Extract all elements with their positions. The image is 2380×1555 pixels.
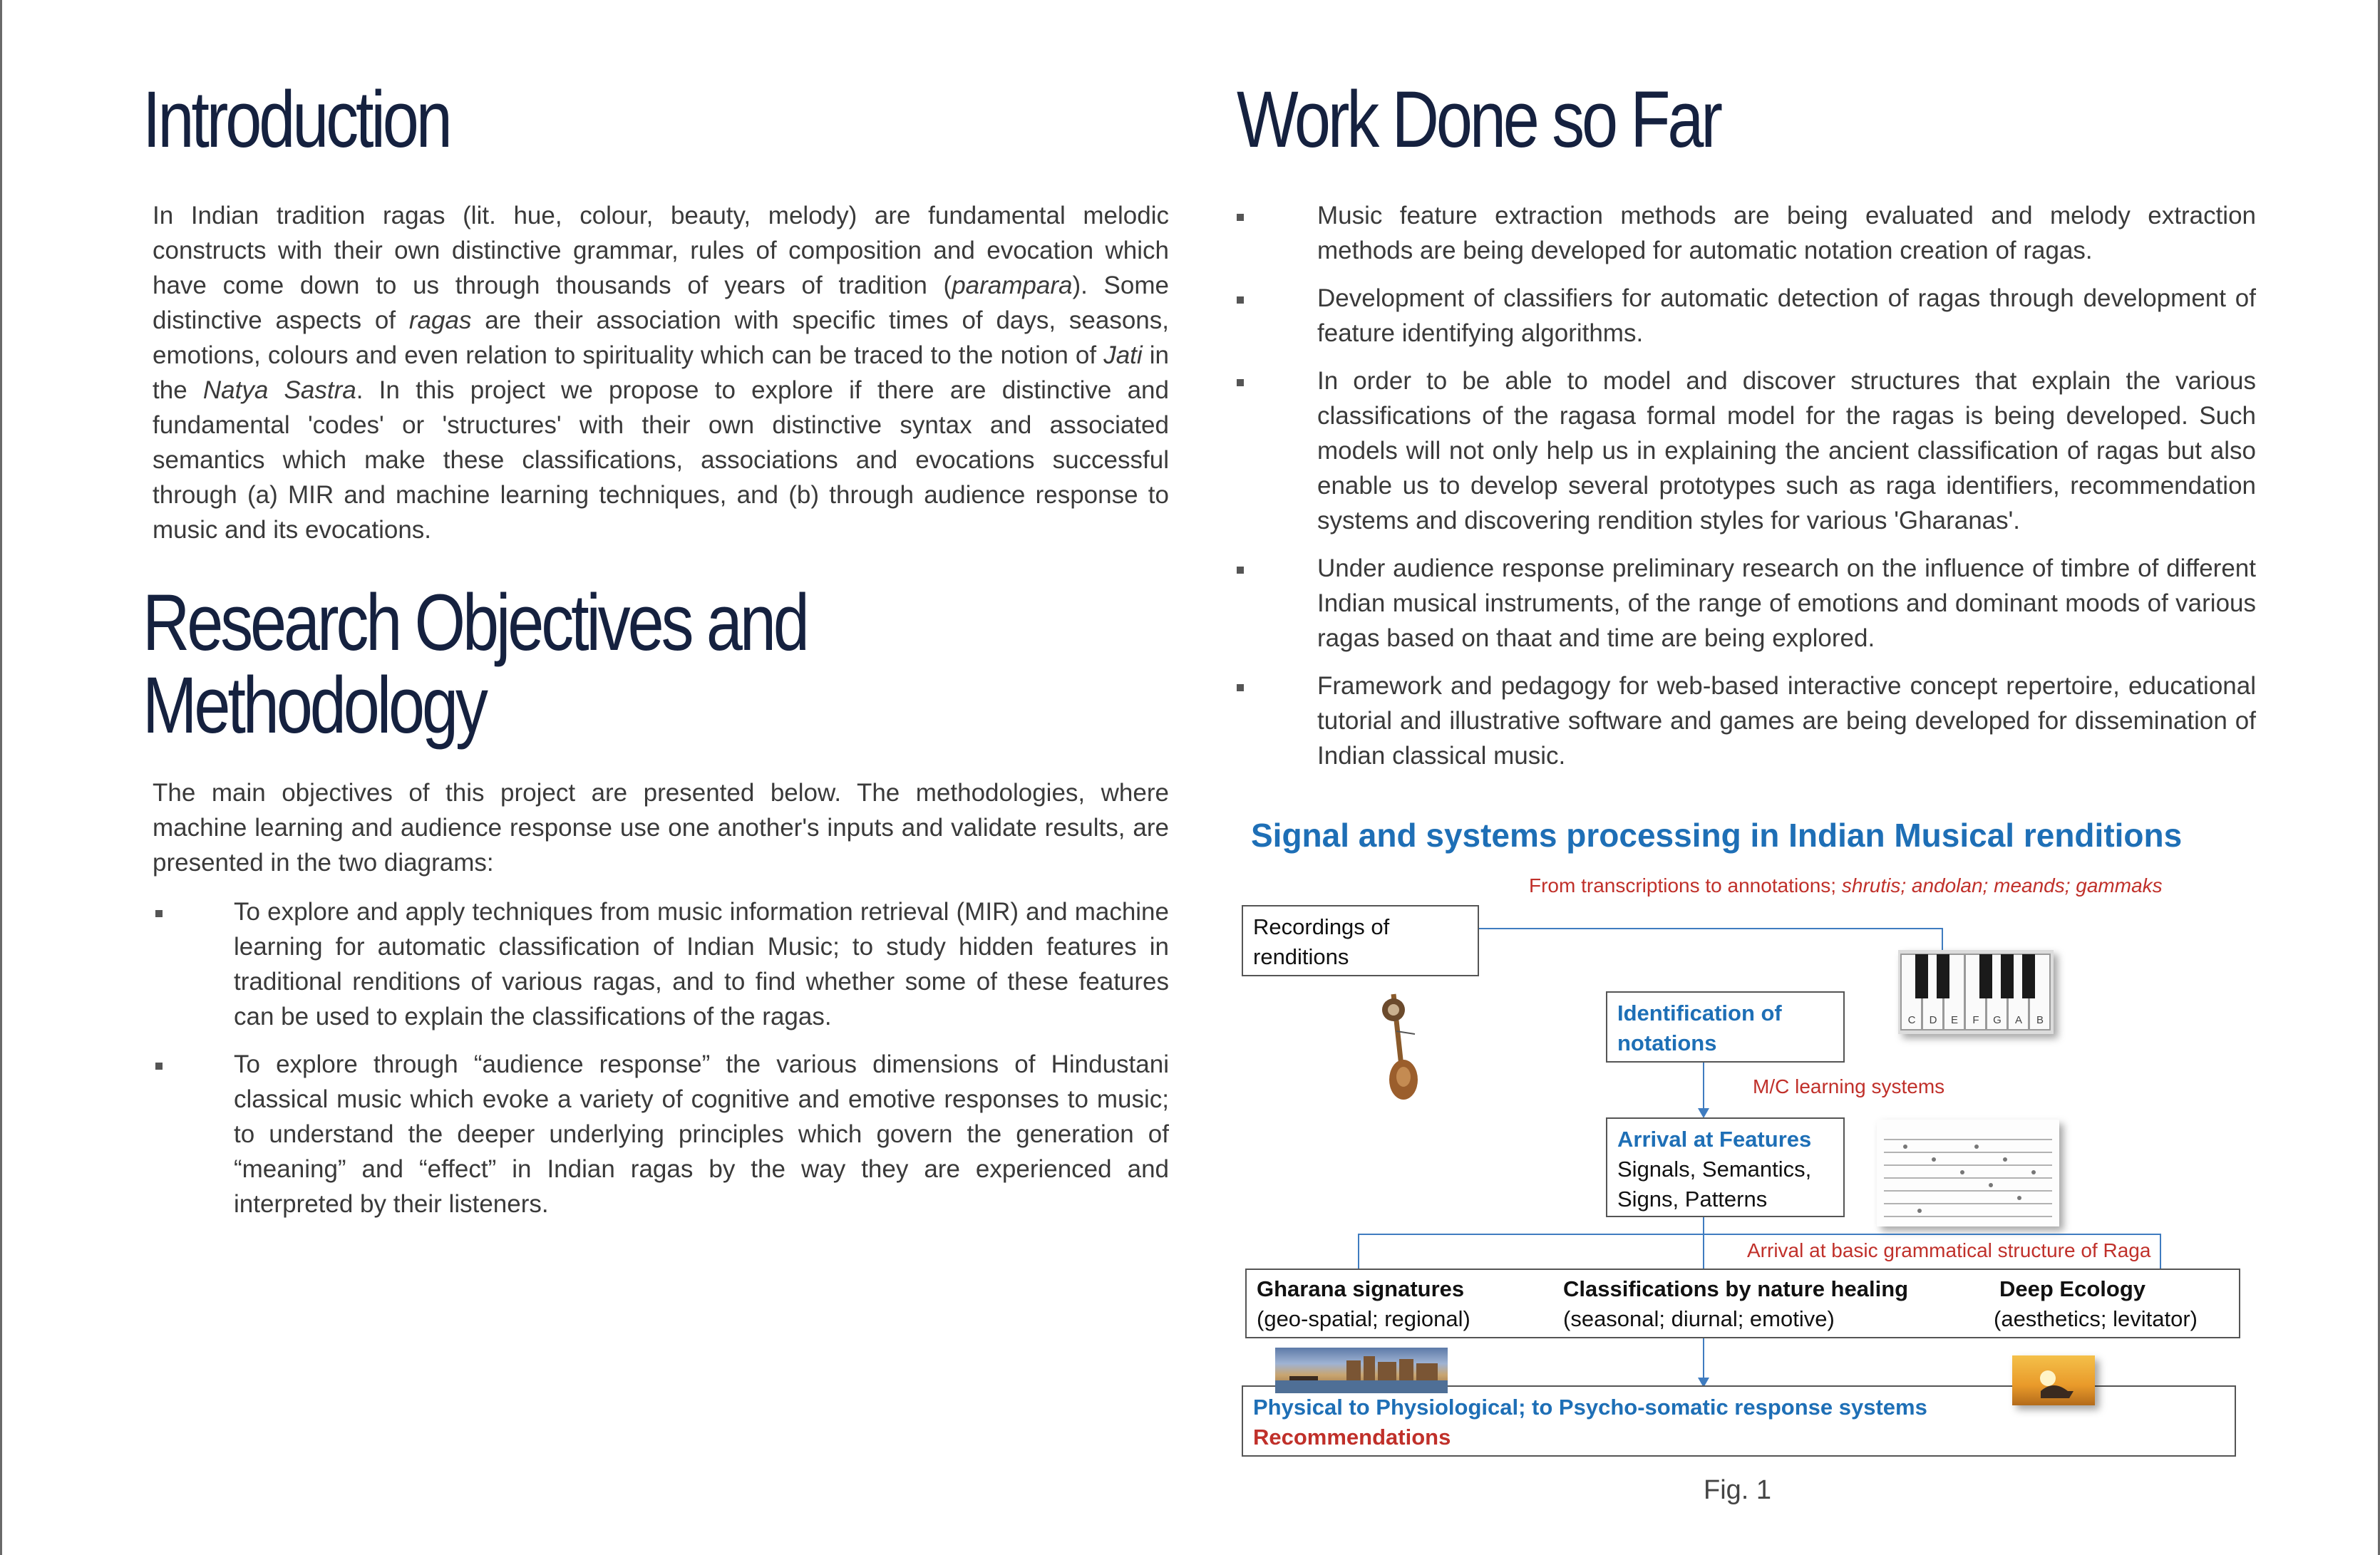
grammar-structure-note: Arrival at basic grammatical structure of Raga <box>1747 1239 2151 1261</box>
bullet-icon <box>1237 296 1244 304</box>
research-heading-line1: Research Objectives and <box>143 578 807 667</box>
research-objectives-heading <box>143 578 984 750</box>
piano-key-labels <box>1901 1014 2052 1026</box>
introduction-paragraph: In Indian tradition ragas (lit. hue, colour, beauty, melody) are fundamental melodic constructs with their own distinctive grammar, rules of composition and evocation which have come down to us through thousands of years of tradition (parampara). Some distinctive aspects of ragas are their association with specific times of days, seasons, emotions, colours and even relation to spirituality which can be traced to the notion of Jati in the Natya Sastra. In this project we propose to explore if there are distinctive and fundamental 'codes' or 'structures' with their own distinctive syntax and associated semantics which make these classifications, associations and evocations successful through (a) MIR and machine learning techniques, and (b) through audience response to music and its evocations. <box>153 202 1169 544</box>
introduction-heading: Introduction <box>143 75 450 164</box>
list-item: To explore through “audience response” the various dimensions of Hindustani classical music which evoke a variety of cognitive and emotive responses to music; to understand the deeper underlying principles which govern the generation of “meaning” and “effect” in Indian ragas by the way they are experienced and interpreted by their listeners. <box>234 1047 1169 1221</box>
piano-key-label: E <box>1950 1014 1958 1026</box>
deep-ecology-block: Deep Ecology (aesthetics; levitator) <box>1994 1276 2198 1331</box>
piano-key-label: A <box>2014 1014 2022 1026</box>
connector-line <box>1703 1063 1704 1110</box>
objectives-list <box>143 894 1169 1221</box>
piano-key-label: F <box>1972 1014 1979 1026</box>
classifications-block: Classifications by nature healing (seasonal; diurnal; emotive) <box>1563 1276 1909 1331</box>
list-item: To explore and apply techniques from music information retrieval (MIR) and machine learning for automatic classification of Indian Music; to study hidden features in traditional renditions of various ragas, and to find whether some of these features can be used to explain the classifications of the ragas. <box>234 894 1169 1034</box>
mc-learning-note: M/C learning systems <box>1753 1075 1945 1097</box>
notation-sheet-image <box>1877 1120 2059 1226</box>
arrow-icon <box>1698 1108 1709 1118</box>
bullet-icon <box>155 910 163 917</box>
identification-box: Identification of notations <box>1606 991 1845 1063</box>
list-item: Music feature extraction methods are being evaluated and melody extraction methods are being developed for automatic notation creation of ragas. <box>1317 198 2256 268</box>
transcriptions-note: From transcriptions to annotations; shrutis; andolan; meands; gammaks <box>1529 874 2163 897</box>
veena-icon <box>1372 987 1429 1101</box>
diagram-title: Signal and systems processing in Indian Musical renditions <box>1251 817 2183 854</box>
piano-key-label: C <box>1907 1014 1916 1026</box>
bullet-icon <box>1237 214 1244 221</box>
figure-caption: Fig. 1 <box>1704 1475 1772 1505</box>
signal-processing-diagram <box>1237 809 2263 1522</box>
research-paragraph: The main objectives of this project are presented below. The methodologies, where machine learning and audience response use one another's inputs and validate results, are presented in the two diagrams: <box>153 779 1169 877</box>
page-border-left <box>0 0 2 1555</box>
list-item: In order to be able to model and discover structures that explain the various classifications of the ragasa formal model for the ragas is being developed. Such models will not only help us in explaining the ancient classification of ragas but also enable us to develop several prototypes such as raga identifiers, recommendation systems and discovering rendition styles for various 'Gharanas'. <box>1317 363 2256 538</box>
list-item: Development of classifiers for automatic detection of ragas through development of feature identifying algorithms. <box>1317 281 2256 351</box>
connector-line <box>1479 928 1942 929</box>
bullet-icon <box>1237 567 1244 574</box>
list-item: Under audience response preliminary research on the influence of timbre of different Indian musical instruments, of the range of emotions and dominant moods of various ragas based on thaat and time are being explored. <box>1317 551 2256 656</box>
piano-key-label: B <box>2036 1014 2044 1026</box>
work-done-heading: Work Done so Far <box>1237 75 1720 164</box>
right-column <box>1237 75 2256 786</box>
response-systems-box: Physical to Physiological; to Psycho-somatic response systems Recommendations <box>1242 1385 2236 1457</box>
arrival-features-box: Arrival at Features Signals, Semantics, Signs, Patterns <box>1606 1117 1845 1217</box>
list-item: Framework and pedagogy for web-based interactive concept repertoire, educational tutorial and illustrative software and games are being developed for dissemination of Indian classical music. <box>1317 668 2256 773</box>
work-done-list <box>1237 198 2256 773</box>
sunset-photo <box>2012 1355 2095 1405</box>
recordings-box: Recordings of renditions <box>1242 905 1479 976</box>
research-heading-line2: Methodology <box>143 661 485 750</box>
gharana-block: Gharana signatures (geo-spatial; regional) <box>1257 1276 1470 1331</box>
piano-key-label: D <box>1929 1014 1937 1026</box>
bullet-icon <box>155 1063 163 1070</box>
connector-line <box>1358 1234 2160 1235</box>
bullet-icon <box>1237 684 1244 691</box>
connector-line <box>1703 1338 1704 1380</box>
bullet-icon <box>1237 379 1244 386</box>
ghats-photo <box>1275 1348 1448 1393</box>
piano-key-label: G <box>1993 1014 2002 1026</box>
left-column <box>143 75 1169 1234</box>
